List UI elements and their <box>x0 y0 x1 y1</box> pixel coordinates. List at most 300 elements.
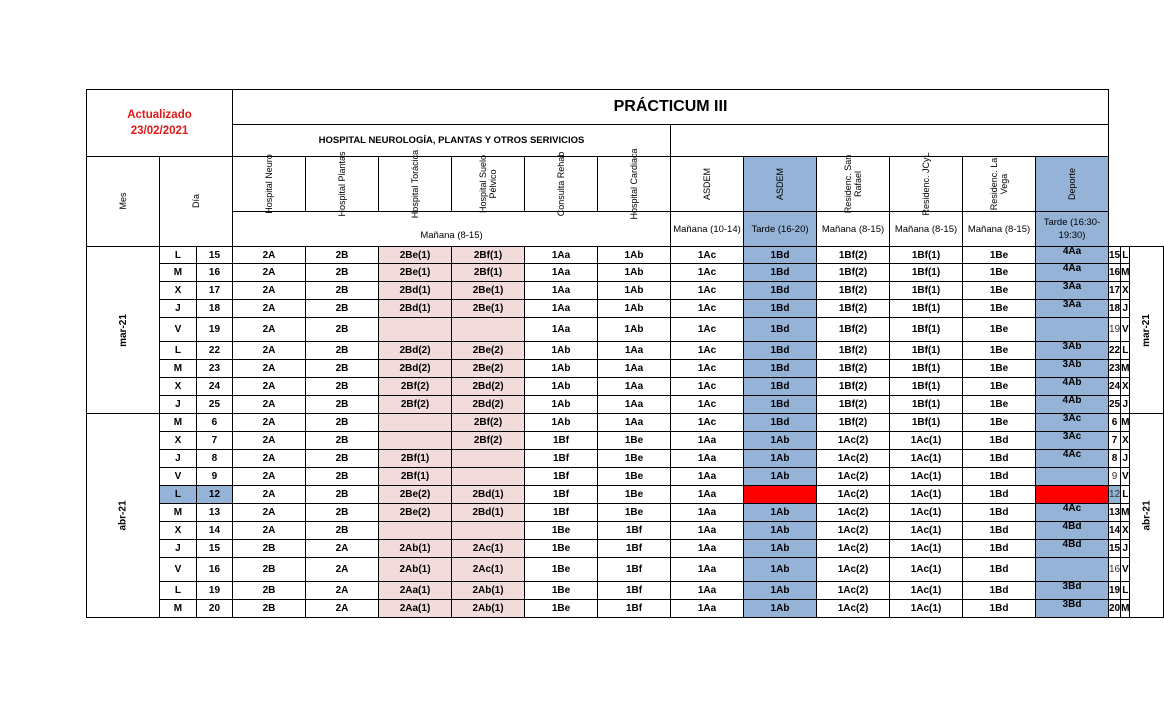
cell-deporte: 3Ab <box>1036 342 1109 360</box>
cell-asdem-manana: 1Aa <box>671 486 744 504</box>
cell-hospital-cardiaca: 1Be <box>598 450 671 468</box>
cell-residencia-la-vega: 1Be <box>963 396 1036 414</box>
cell-hospital-neuro: 2A <box>233 300 306 318</box>
cell-hospital-toracica: 2Bd(1) <box>379 300 452 318</box>
cell-residencia-jcyl: 1Ac(1) <box>890 540 963 558</box>
dup-weekday-cell: J <box>1121 300 1130 318</box>
weekday-cell: M <box>160 414 197 432</box>
shift-la-vega: Mañana (8-15) <box>963 212 1036 247</box>
cell-consulta-rehab: 1Aa <box>525 264 598 282</box>
cell-residencia-la-vega: 1Bd <box>963 558 1036 582</box>
cell-hospital-cardiaca: 1Bf <box>598 540 671 558</box>
dup-day-cell: 8 <box>1109 450 1121 468</box>
cell-consulta-rehab: 1Ab <box>525 360 598 378</box>
col-residencia-san-rafael: Residenc. San Rafael <box>817 157 890 212</box>
month-label-right: abr-21 <box>1130 414 1164 618</box>
cell-consulta-rehab: 1Bf <box>525 486 598 504</box>
cell-residencia-la-vega: 1Bd <box>963 468 1036 486</box>
day-cell: 6 <box>196 414 232 432</box>
cell-hospital-neuro: 2A <box>233 318 306 342</box>
cell-hospital-plantas: 2B <box>306 342 379 360</box>
month-label: mar-21 <box>87 247 160 414</box>
table-row <box>87 522 1164 540</box>
cell-deporte: 3Ac <box>1036 414 1109 432</box>
table-row <box>87 432 1164 450</box>
dup-weekday-cell: M <box>1121 414 1130 432</box>
cell-residencia-jcyl: 1Ac(1) <box>890 558 963 582</box>
cell-residencia-jcyl: 1Bf(1) <box>890 396 963 414</box>
table-row <box>87 342 1164 360</box>
cell-hospital-cardiaca: 1Aa <box>598 414 671 432</box>
cell-hospital-plantas: 2B <box>306 522 379 540</box>
cell-hospital-neuro: 2A <box>233 264 306 282</box>
cell-hospital-neuro: 2B <box>233 582 306 600</box>
cell-residencia-jcyl: 1Bf(1) <box>890 342 963 360</box>
cell-hospital-suelo-pelvico: 2Be(1) <box>452 282 525 300</box>
month-label: abr-21 <box>87 414 160 618</box>
table-row <box>87 247 1164 264</box>
weekday-cell: J <box>160 450 197 468</box>
dup-day-cell: 15 <box>1109 247 1121 264</box>
cell-asdem-tarde: 1Bd <box>744 264 817 282</box>
dia-header: Día <box>160 157 233 247</box>
day-cell: 12 <box>196 486 232 504</box>
cell-residencia-la-vega: 1Be <box>963 264 1036 282</box>
cell-asdem-tarde: 1Bd <box>744 396 817 414</box>
cell-hospital-neuro: 2A <box>233 468 306 486</box>
dup-weekday-cell: L <box>1121 247 1130 264</box>
cell-asdem-tarde: 1Ab <box>744 432 817 450</box>
cell-asdem-tarde: 1Bd <box>744 282 817 300</box>
cell-hospital-suelo-pelvico: 2Bd(2) <box>452 396 525 414</box>
cell-residencia-san-rafael: 1Bf(2) <box>817 282 890 300</box>
cell-consulta-rehab: 1Aa <box>525 318 598 342</box>
shift-asdem-manana: Mañana (10-14) <box>671 212 744 247</box>
col-asdem-1: ASDEM <box>671 157 744 212</box>
weekday-cell: V <box>160 468 197 486</box>
col-deporte: Deporte <box>1036 157 1109 212</box>
cell-hospital-plantas: 2B <box>306 282 379 300</box>
dup-weekday-cell: J <box>1121 540 1130 558</box>
cell-hospital-toracica: 2Be(2) <box>379 486 452 504</box>
cell-hospital-toracica: 2Bd(1) <box>379 282 452 300</box>
cell-residencia-san-rafael: 1Ac(2) <box>817 540 890 558</box>
cell-consulta-rehab: 1Be <box>525 600 598 618</box>
shift-asdem-tarde: Tarde (16-20) <box>744 212 817 247</box>
month-label-right: mar-21 <box>1130 247 1164 414</box>
cell-asdem-manana: 1Ac <box>671 318 744 342</box>
cell-residencia-jcyl: 1Bf(1) <box>890 300 963 318</box>
table-row <box>87 378 1164 396</box>
cell-asdem-tarde: 1Ab <box>744 540 817 558</box>
cell-hospital-cardiaca: 1Ab <box>598 282 671 300</box>
dup-day-cell: 25 <box>1109 396 1121 414</box>
cell-deporte: 3Aa <box>1036 282 1109 300</box>
weekday-cell: J <box>160 300 197 318</box>
cell-residencia-san-rafael: 1Ac(2) <box>817 450 890 468</box>
cell-asdem-manana: 1Ac <box>671 264 744 282</box>
dup-day-cell: 19 <box>1109 582 1121 600</box>
cell-asdem-manana: 1Aa <box>671 522 744 540</box>
weekday-cell: L <box>160 342 197 360</box>
col-hospital-suelo-pelvico: Hospital Suelo Pélvico <box>452 157 525 212</box>
cell-residencia-la-vega: 1Bd <box>963 486 1036 504</box>
cell-hospital-neuro: 2A <box>233 360 306 378</box>
day-cell: 17 <box>196 282 232 300</box>
dup-weekday-cell: M <box>1121 504 1130 522</box>
weekday-cell: M <box>160 504 197 522</box>
cell-residencia-san-rafael: 1Bf(2) <box>817 300 890 318</box>
day-cell: 20 <box>196 600 232 618</box>
shift-jcyl: Mañana (8-15) <box>890 212 963 247</box>
cell-asdem-tarde: 1Ab <box>744 468 817 486</box>
cell-hospital-toracica <box>379 432 452 450</box>
day-cell: 8 <box>196 450 232 468</box>
dup-weekday-cell: M <box>1121 264 1130 282</box>
weekday-cell: L <box>160 582 197 600</box>
cell-hospital-suelo-pelvico: 2Ab(1) <box>452 600 525 618</box>
cell-residencia-jcyl: 1Ac(1) <box>890 600 963 618</box>
cell-hospital-plantas: 2B <box>306 414 379 432</box>
weekday-cell: M <box>160 600 197 618</box>
col-residencia-jcyl: Residenc. JCyL <box>890 157 963 212</box>
weekday-cell: X <box>160 378 197 396</box>
cell-hospital-plantas: 2B <box>306 318 379 342</box>
cell-residencia-la-vega: 1Be <box>963 318 1036 342</box>
cell-residencia-san-rafael: 1Ac(2) <box>817 486 890 504</box>
cell-deporte: 4Ac <box>1036 504 1109 522</box>
cell-asdem-manana: 1Aa <box>671 600 744 618</box>
cell-hospital-toracica: 2Ab(1) <box>379 558 452 582</box>
cell-deporte: 3Ab <box>1036 360 1109 378</box>
practicum-schedule-table <box>86 89 1164 618</box>
dup-weekday-cell: X <box>1121 432 1130 450</box>
cell-consulta-rehab: 1Ab <box>525 414 598 432</box>
dup-day-cell: 9 <box>1109 468 1121 486</box>
weekday-cell: M <box>160 264 197 282</box>
dup-day-cell: 16 <box>1109 264 1121 282</box>
dup-weekday-cell: L <box>1121 342 1130 360</box>
cell-deporte <box>1036 468 1109 486</box>
weekday-cell: M <box>160 360 197 378</box>
cell-hospital-toracica: 2Bf(1) <box>379 450 452 468</box>
weekday-cell: L <box>160 247 197 264</box>
weekday-cell: V <box>160 318 197 342</box>
cell-consulta-rehab: 1Be <box>525 540 598 558</box>
cell-hospital-plantas: 2B <box>306 486 379 504</box>
col-consulta-rehab: Consulta Rehab <box>525 157 598 212</box>
cell-asdem-tarde: 1Ab <box>744 450 817 468</box>
dup-weekday-cell: L <box>1121 486 1130 504</box>
dup-weekday-cell: V <box>1121 468 1130 486</box>
day-cell: 16 <box>196 558 232 582</box>
dup-day-cell: 15 <box>1109 540 1121 558</box>
table-row <box>87 558 1164 582</box>
weekday-cell: J <box>160 540 197 558</box>
cell-asdem-tarde: 1Ab <box>744 504 817 522</box>
dup-weekday-cell: X <box>1121 522 1130 540</box>
cell-residencia-san-rafael: 1Bf(2) <box>817 318 890 342</box>
table-row <box>87 504 1164 522</box>
day-cell: 7 <box>196 432 232 450</box>
cell-consulta-rehab: 1Be <box>525 522 598 540</box>
cell-residencia-jcyl: 1Ac(1) <box>890 468 963 486</box>
day-cell: 24 <box>196 378 232 396</box>
cell-residencia-la-vega: 1Be <box>963 300 1036 318</box>
cell-deporte: 3Ac <box>1036 432 1109 450</box>
cell-asdem-tarde: 1Ab <box>744 600 817 618</box>
day-cell: 22 <box>196 342 232 360</box>
cell-hospital-suelo-pelvico <box>452 450 525 468</box>
cell-consulta-rehab: 1Aa <box>525 247 598 264</box>
cell-hospital-plantas: 2B <box>306 378 379 396</box>
cell-residencia-san-rafael: 1Bf(2) <box>817 360 890 378</box>
cell-asdem-tarde: 1Bd <box>744 360 817 378</box>
cell-deporte: 4Ac <box>1036 450 1109 468</box>
dup-weekday-cell: M <box>1121 360 1130 378</box>
day-cell: 23 <box>196 360 232 378</box>
cell-residencia-jcyl: 1Ac(1) <box>890 522 963 540</box>
cell-hospital-neuro: 2B <box>233 558 306 582</box>
page-title: PRÁCTICUM III <box>233 90 1109 125</box>
dup-weekday-cell: V <box>1121 558 1130 582</box>
cell-residencia-jcyl: 1Ac(1) <box>890 486 963 504</box>
cell-asdem-tarde: 1Bd <box>744 300 817 318</box>
cell-hospital-cardiaca: 1Be <box>598 504 671 522</box>
cell-residencia-la-vega: 1Be <box>963 282 1036 300</box>
cell-deporte: 4Aa <box>1036 264 1109 282</box>
cell-hospital-toracica: 2Ab(1) <box>379 540 452 558</box>
cell-consulta-rehab: 1Bf <box>525 468 598 486</box>
cell-residencia-la-vega: 1Bd <box>963 504 1036 522</box>
cell-asdem-manana: 1Ac <box>671 300 744 318</box>
cell-residencia-san-rafael: 1Ac(2) <box>817 432 890 450</box>
cell-asdem-tarde: 1Bd <box>744 414 817 432</box>
weekday-cell: X <box>160 432 197 450</box>
updated-label: Actualizado 23/02/2021 <box>87 90 233 157</box>
cell-residencia-jcyl: 1Ac(1) <box>890 582 963 600</box>
cell-hospital-cardiaca: 1Be <box>598 468 671 486</box>
cell-residencia-la-vega: 1Bd <box>963 522 1036 540</box>
day-cell: 25 <box>196 396 232 414</box>
cell-hospital-neuro: 2A <box>233 522 306 540</box>
cell-deporte <box>1036 318 1109 342</box>
cell-deporte: 3Aa <box>1036 300 1109 318</box>
cell-residencia-la-vega: 1Be <box>963 378 1036 396</box>
cell-hospital-cardiaca: 1Aa <box>598 360 671 378</box>
col-hospital-plantas: Hospital Plantas <box>306 157 379 212</box>
day-cell: 15 <box>196 247 232 264</box>
cell-residencia-la-vega: 1Bd <box>963 600 1036 618</box>
cell-asdem-manana: 1Aa <box>671 504 744 522</box>
cell-hospital-cardiaca: 1Aa <box>598 342 671 360</box>
cell-hospital-suelo-pelvico: 2Bf(1) <box>452 264 525 282</box>
cell-hospital-toracica <box>379 522 452 540</box>
cell-deporte: 4Ab <box>1036 396 1109 414</box>
cell-hospital-cardiaca: 1Bf <box>598 558 671 582</box>
shift-deporte: Tarde (16:30-19:30) <box>1036 212 1109 247</box>
cell-hospital-toracica: 2Bd(2) <box>379 360 452 378</box>
dup-day-cell: 16 <box>1109 558 1121 582</box>
table-row <box>87 318 1164 342</box>
cell-hospital-suelo-pelvico: 2Bf(2) <box>452 432 525 450</box>
mes-header: Mes <box>87 157 160 247</box>
day-cell: 13 <box>196 504 232 522</box>
cell-deporte: 4Bd <box>1036 540 1109 558</box>
cell-residencia-jcyl: 1Ac(1) <box>890 450 963 468</box>
cell-deporte: 4Aa <box>1036 247 1109 264</box>
cell-hospital-neuro: 2A <box>233 247 306 264</box>
day-cell: 15 <box>196 540 232 558</box>
cell-asdem-manana: 1Aa <box>671 450 744 468</box>
cell-hospital-suelo-pelvico: 2Ac(1) <box>452 540 525 558</box>
table-row <box>87 282 1164 300</box>
cell-residencia-san-rafael: 1Bf(2) <box>817 414 890 432</box>
table-row <box>87 450 1164 468</box>
cell-residencia-san-rafael: 1Bf(2) <box>817 378 890 396</box>
dup-weekday-cell: V <box>1121 318 1130 342</box>
cell-consulta-rehab: 1Aa <box>525 282 598 300</box>
cell-hospital-plantas: 2B <box>306 468 379 486</box>
dup-weekday-cell: J <box>1121 396 1130 414</box>
dup-day-cell: 12 <box>1109 486 1121 504</box>
cell-hospital-plantas: 2B <box>306 360 379 378</box>
cell-deporte <box>1036 558 1109 582</box>
table-row <box>87 486 1164 504</box>
cell-hospital-neuro: 2A <box>233 414 306 432</box>
day-cell: 18 <box>196 300 232 318</box>
cell-asdem-manana: 1Ac <box>671 342 744 360</box>
day-cell: 19 <box>196 582 232 600</box>
cell-hospital-suelo-pelvico <box>452 522 525 540</box>
dup-day-cell: 7 <box>1109 432 1121 450</box>
table-row <box>87 414 1164 432</box>
cell-asdem-manana: 1Ac <box>671 414 744 432</box>
cell-hospital-plantas: 2B <box>306 396 379 414</box>
cell-hospital-toracica: 2Aa(1) <box>379 600 452 618</box>
cell-hospital-cardiaca: 1Ab <box>598 247 671 264</box>
cell-hospital-neuro: 2B <box>233 600 306 618</box>
cell-asdem-manana: 1Ac <box>671 282 744 300</box>
cell-asdem-manana: 1Ac <box>671 360 744 378</box>
cell-hospital-neuro: 2A <box>233 450 306 468</box>
cell-residencia-san-rafael: 1Ac(2) <box>817 558 890 582</box>
day-cell: 14 <box>196 522 232 540</box>
dup-day-cell: 18 <box>1109 300 1121 318</box>
weekday-cell: J <box>160 396 197 414</box>
cell-hospital-cardiaca: 1Bf <box>598 600 671 618</box>
cell-hospital-suelo-pelvico <box>452 318 525 342</box>
table-row <box>87 582 1164 600</box>
cell-deporte <box>1036 486 1109 504</box>
cell-hospital-cardiaca: 1Ab <box>598 300 671 318</box>
shift-san-rafael: Mañana (8-15) <box>817 212 890 247</box>
dup-weekday-cell: L <box>1121 582 1130 600</box>
cell-consulta-rehab: 1Be <box>525 582 598 600</box>
cell-asdem-manana: 1Ac <box>671 247 744 264</box>
cell-hospital-cardiaca: 1Bf <box>598 522 671 540</box>
cell-consulta-rehab: 1Ab <box>525 342 598 360</box>
cell-hospital-plantas: 2B <box>306 264 379 282</box>
cell-hospital-plantas: 2A <box>306 582 379 600</box>
weekday-cell: X <box>160 522 197 540</box>
cell-asdem-manana: 1Ac <box>671 396 744 414</box>
cell-hospital-plantas: 2A <box>306 540 379 558</box>
cell-hospital-cardiaca: 1Ab <box>598 318 671 342</box>
cell-residencia-san-rafael: 1Bf(2) <box>817 247 890 264</box>
table-row <box>87 600 1164 618</box>
cell-hospital-toracica: 2Bf(2) <box>379 396 452 414</box>
weekday-cell: V <box>160 558 197 582</box>
cell-hospital-cardiaca: 1Bf <box>598 582 671 600</box>
cell-asdem-manana: 1Aa <box>671 540 744 558</box>
cell-deporte: 3Bd <box>1036 600 1109 618</box>
dup-weekday-cell: M <box>1121 600 1130 618</box>
cell-hospital-toracica: 2Be(1) <box>379 247 452 264</box>
cell-hospital-toracica: 2Bf(1) <box>379 468 452 486</box>
dup-day-cell: 22 <box>1109 342 1121 360</box>
cell-hospital-cardiaca: 1Be <box>598 486 671 504</box>
dup-weekday-cell: X <box>1121 282 1130 300</box>
cell-consulta-rehab: 1Bf <box>525 450 598 468</box>
col-residencia-la-vega: Residenc. La Vega <box>963 157 1036 212</box>
cell-residencia-san-rafael: 1Bf(2) <box>817 264 890 282</box>
cell-hospital-cardiaca: 1Aa <box>598 396 671 414</box>
cell-hospital-cardiaca: 1Ab <box>598 264 671 282</box>
col-hospital-neuro: Hospital Neuro <box>233 157 306 212</box>
dup-day-cell: 17 <box>1109 282 1121 300</box>
cell-hospital-plantas: 2B <box>306 300 379 318</box>
table-row <box>87 300 1164 318</box>
cell-residencia-jcyl: 1Bf(1) <box>890 282 963 300</box>
cell-consulta-rehab: 1Ab <box>525 396 598 414</box>
cell-residencia-jcyl: 1Bf(1) <box>890 247 963 264</box>
dup-day-cell: 20 <box>1109 600 1121 618</box>
cell-hospital-plantas: 2A <box>306 600 379 618</box>
cell-hospital-neuro: 2A <box>233 486 306 504</box>
cell-hospital-suelo-pelvico: 2Ac(1) <box>452 558 525 582</box>
cell-deporte: 4Ab <box>1036 378 1109 396</box>
cell-residencia-jcyl: 1Bf(1) <box>890 318 963 342</box>
cell-hospital-suelo-pelvico: 2Bd(1) <box>452 504 525 522</box>
cell-consulta-rehab: 1Ab <box>525 378 598 396</box>
cell-residencia-san-rafael: 1Ac(2) <box>817 600 890 618</box>
cell-consulta-rehab: 1Bf <box>525 504 598 522</box>
cell-residencia-la-vega: 1Bd <box>963 540 1036 558</box>
dup-day-cell: 19 <box>1109 318 1121 342</box>
cell-consulta-rehab: 1Aa <box>525 300 598 318</box>
cell-residencia-san-rafael: 1Ac(2) <box>817 468 890 486</box>
cell-hospital-toracica <box>379 414 452 432</box>
cell-asdem-tarde <box>744 486 817 504</box>
cell-residencia-san-rafael: 1Ac(2) <box>817 582 890 600</box>
cell-hospital-plantas: 2B <box>306 450 379 468</box>
cell-hospital-plantas: 2B <box>306 247 379 264</box>
cell-hospital-neuro: 2A <box>233 432 306 450</box>
cell-hospital-neuro: 2A <box>233 504 306 522</box>
cell-asdem-manana: 1Ac <box>671 378 744 396</box>
cell-hospital-suelo-pelvico: 2Be(1) <box>452 300 525 318</box>
cell-hospital-suelo-pelvico: 2Be(2) <box>452 342 525 360</box>
cell-asdem-tarde: 1Ab <box>744 558 817 582</box>
table-row <box>87 540 1164 558</box>
shift-manana: Mañana (8-15) <box>233 212 671 247</box>
col-hospital-cardiaca: Hospital Cardiaca <box>598 157 671 212</box>
cell-residencia-la-vega: 1Be <box>963 360 1036 378</box>
dup-weekday-cell: J <box>1121 450 1130 468</box>
cell-hospital-neuro: 2A <box>233 282 306 300</box>
cell-hospital-neuro: 2A <box>233 396 306 414</box>
